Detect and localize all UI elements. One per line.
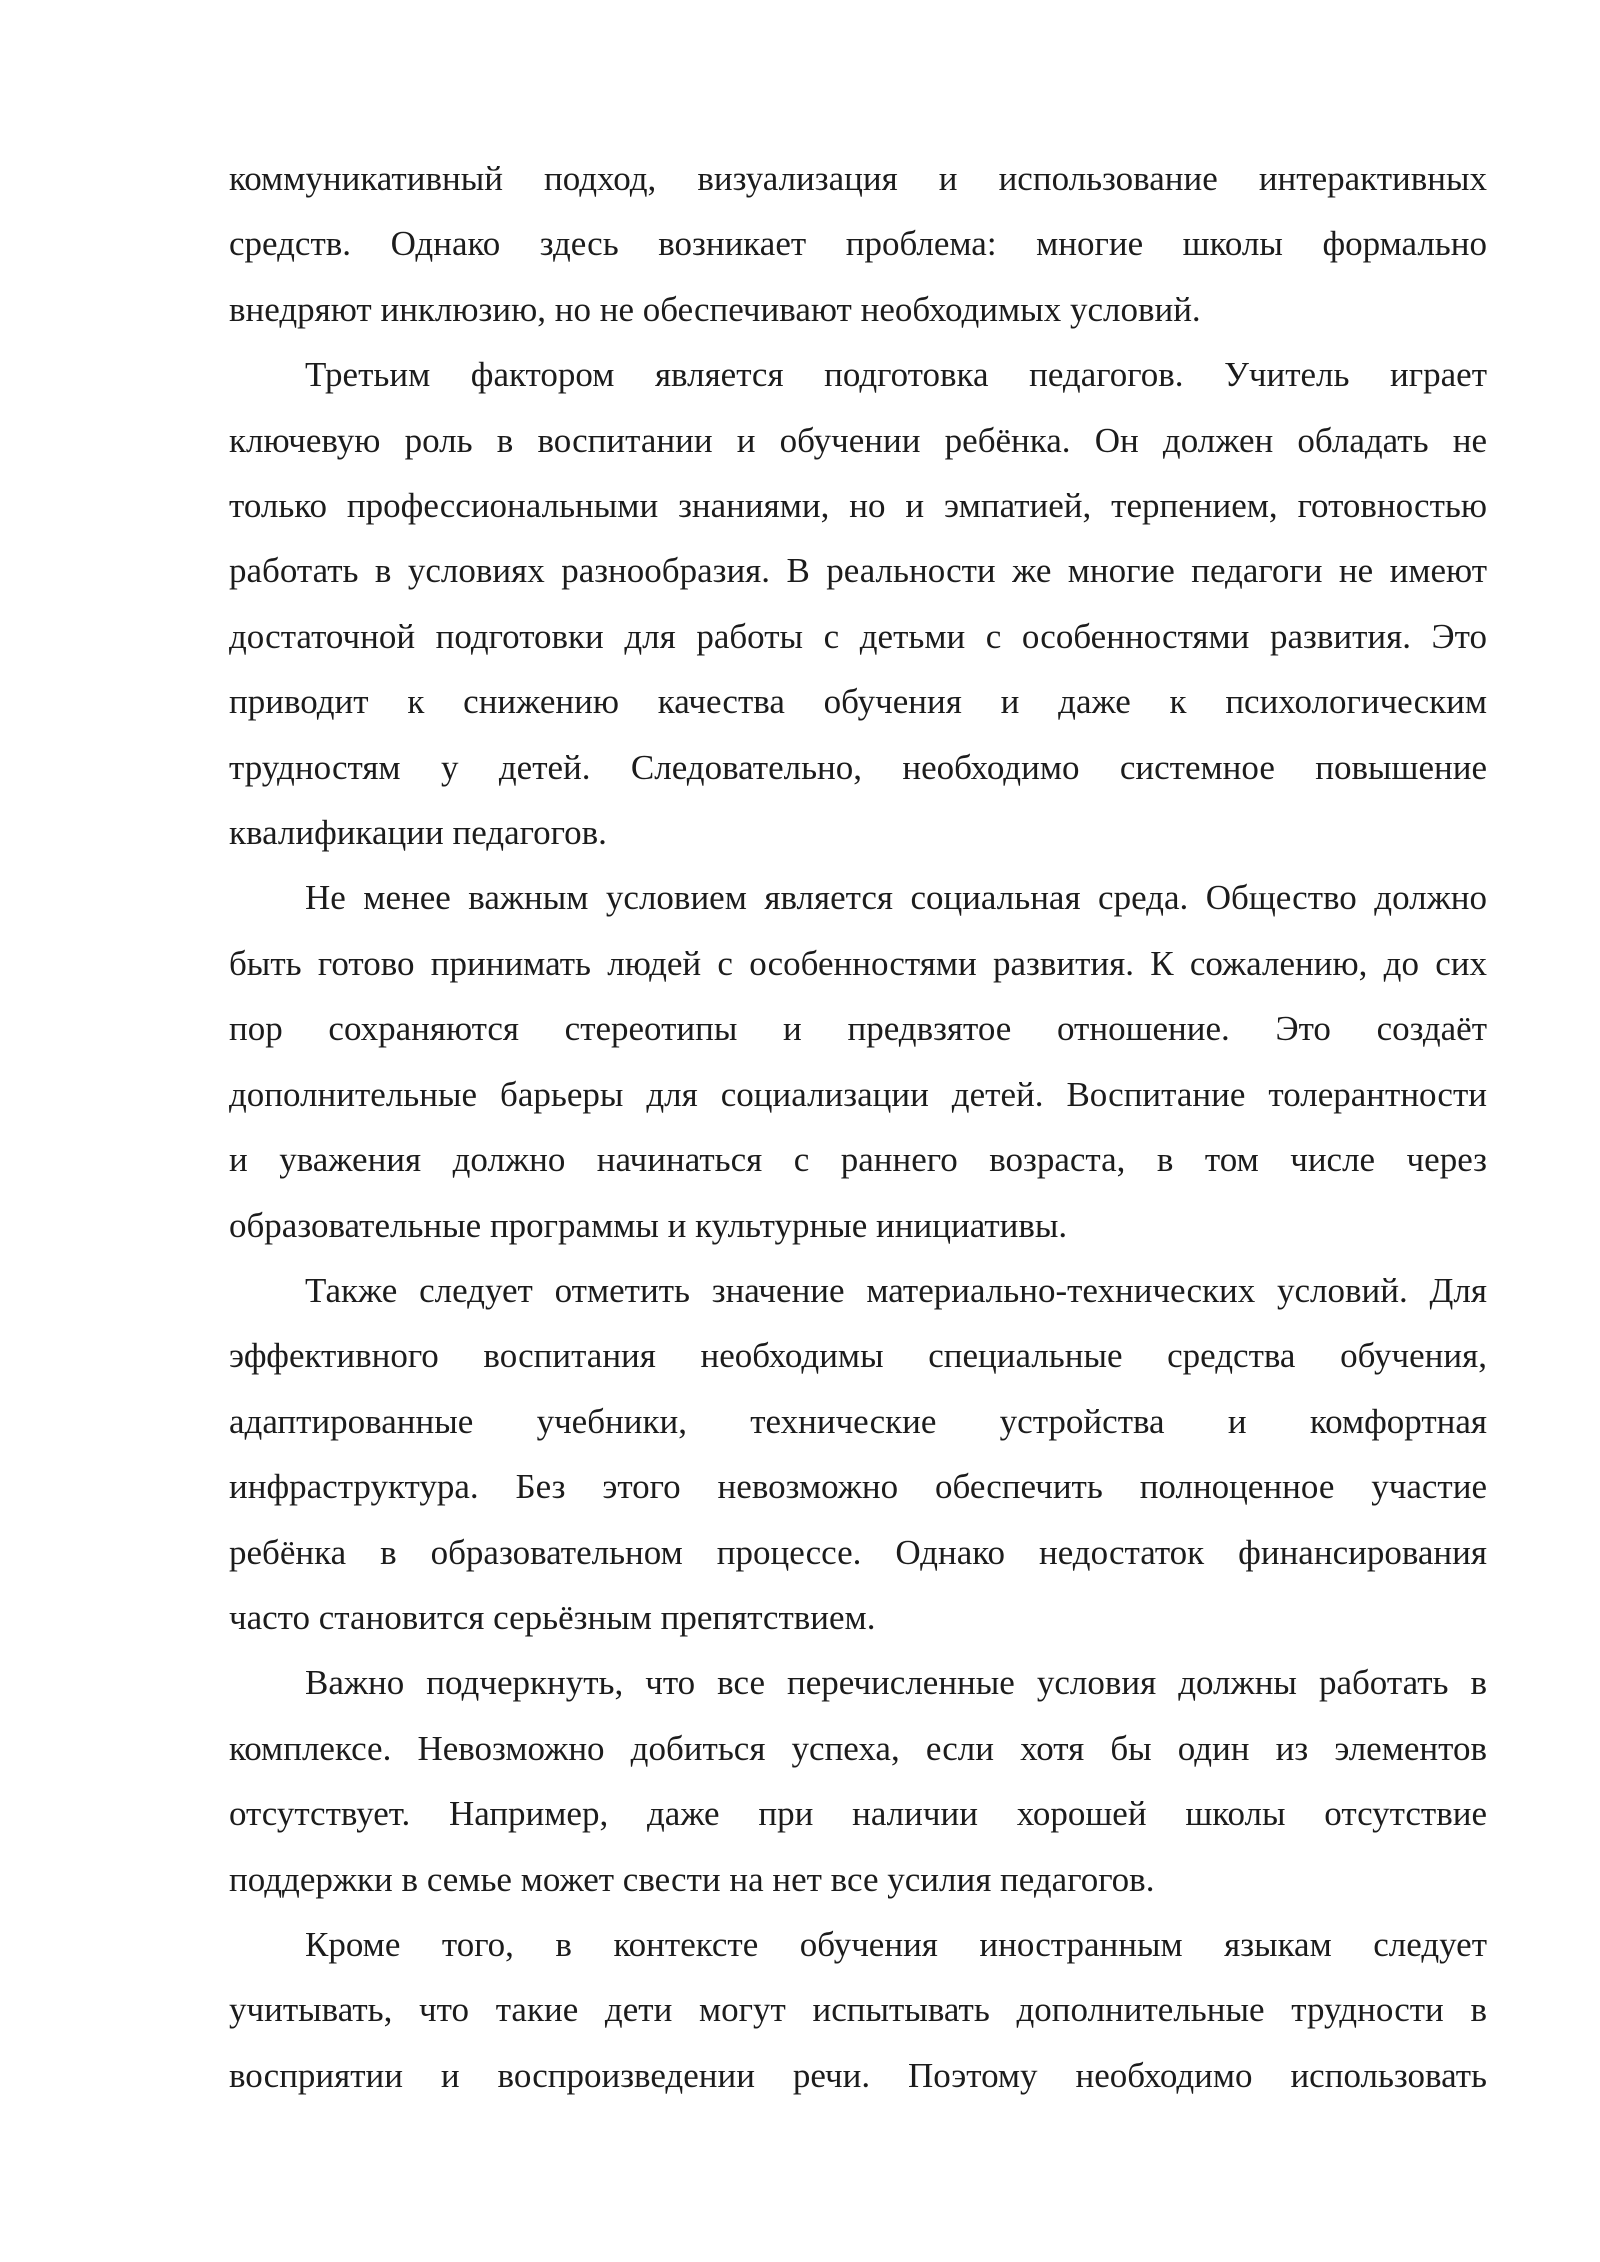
text-line: ребёнка в образовательном процессе. Однако недостаток финансирования [229, 1532, 1487, 1572]
text-line: внедряют инклюзию, но не обеспечивают необходимых условий. [229, 289, 1201, 329]
text-line: отсутствует. Например, даже при наличии хорошей школы отсутствие [229, 1794, 1487, 1834]
text-line: Важно подчеркнуть, что все перечисленные условия должны работать в [305, 1663, 1487, 1703]
text-line: быть готово принимать людей с особенностями развития. К сожалению, до сих [229, 943, 1487, 983]
document-body [229, 146, 1487, 2108]
paragraph [229, 1258, 1487, 1650]
text-line: Также следует отметить значение материально-технических условий. Для [305, 1270, 1487, 1310]
text-line: дополнительные барьеры для социализации детей. Воспитание толерантности [229, 1074, 1487, 1114]
text-line: Кроме того, в контексте обучения иностранным языкам следует [305, 1924, 1487, 1964]
paragraph [229, 865, 1487, 1257]
text-line: приводит к снижению качества обучения и даже к психологическим [229, 682, 1487, 722]
paragraph [229, 1650, 1487, 1912]
text-line: адаптированные учебники, технические устройства и комфортная [229, 1401, 1487, 1441]
text-line: средств. Однако здесь возникает проблема: многие школы формально [229, 224, 1487, 264]
text-line: поддержки в семье может свести на нет все усилия педагогов. [229, 1859, 1155, 1899]
text-line: достаточной подготовки для работы с детьми с особенностями развития. Это [229, 616, 1487, 656]
text-line: квалификации педагогов. [229, 813, 607, 853]
text-line: ключевую роль в воспитании и обучении ребёнка. Он должен обладать не [229, 420, 1487, 460]
text-line: пор сохраняются стереотипы и предвзятое отношение. Это создаёт [229, 1009, 1487, 1049]
text-line: образовательные программы и культурные инициативы. [229, 1205, 1068, 1245]
text-line: трудностям у детей. Следовательно, необходимо системное повышение [229, 747, 1487, 787]
text-line: эффективного воспитания необходимы специальные средства обучения, [229, 1336, 1487, 1376]
text-line: Не менее важным условием является социальная среда. Общество должно [305, 878, 1487, 918]
paragraph [229, 342, 1487, 865]
text-line: комплексе. Невозможно добиться успеха, если хотя бы один из элементов [229, 1728, 1487, 1768]
text-line: учитывать, что такие дети могут испытывать дополнительные трудности в [229, 1990, 1487, 2030]
text-line: и уважения должно начинаться с раннего возраста, в том числе через [229, 1140, 1487, 1180]
text-line: Третьим фактором является подготовка педагогов. Учитель играет [305, 355, 1487, 395]
text-line: коммуникативный подход, визуализация и использование интерактивных [229, 159, 1487, 198]
paragraph [229, 1912, 1487, 2108]
text-line: инфраструктура. Без этого невозможно обеспечить полноценное участие [229, 1467, 1487, 1507]
text-line: часто становится серьёзным препятствием. [229, 1597, 876, 1637]
text-line: работать в условиях разнообразия. В реальности же многие педагоги не имеют [229, 551, 1487, 591]
paragraph [229, 146, 1487, 342]
text-line: только профессиональными знаниями, но и эмпатией, терпением, готовностью [229, 486, 1487, 526]
text-line: восприятии и воспроизведении речи. Поэтому необходимо использовать [229, 2055, 1487, 2095]
